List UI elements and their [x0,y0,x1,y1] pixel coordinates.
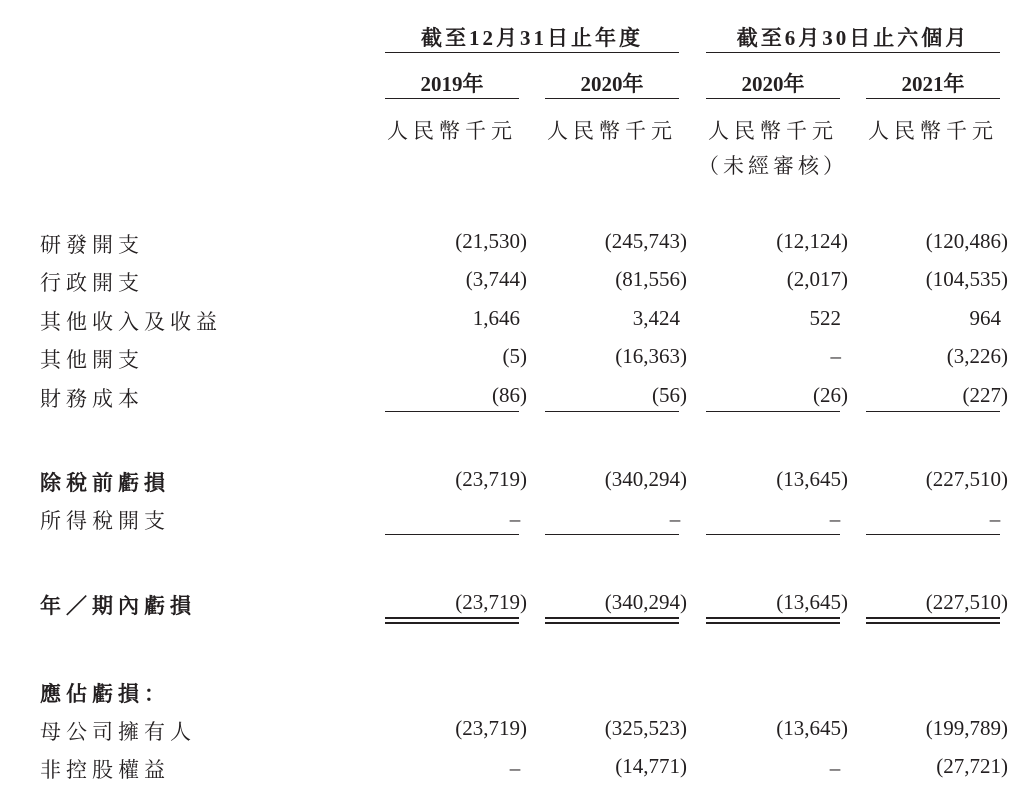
value-cell: (23,719) [455,467,527,491]
total-double-rule [385,617,519,619]
row-label: 除稅前虧損 [40,471,170,495]
value-cell: (23,719) [455,590,527,614]
year-header: 2019年 [420,72,484,96]
header-group-rule [385,52,679,53]
year-rule [706,98,840,99]
row-label: 財務成本 [40,387,144,411]
row-label: 所得稅開支 [40,509,170,533]
unit-header: 人民幣千元 [708,119,838,143]
subtotal-rule [866,411,1000,412]
row-label: 年／期內虧損 [40,594,196,618]
year-rule [866,98,1000,99]
value-cell: – [830,344,841,368]
row-label: 研發開支 [40,233,144,257]
value-cell: (3,744) [465,267,527,291]
value-cell: (13,645) [776,716,848,740]
unit-header: 人民幣千元 [387,119,517,143]
year-header: 2021年 [901,72,965,96]
subtotal-rule [545,534,679,535]
value-cell: (227,510) [925,467,1008,491]
value-cell: (27,721) [936,754,1008,778]
value-cell: (86) [492,383,527,407]
value-cell: – [669,507,681,531]
total-double-rule [706,622,840,624]
value-cell: (16,363) [615,344,687,368]
total-double-rule [385,622,519,624]
section-heading: 應佔虧損： [40,682,170,706]
value-cell: (199,789) [925,716,1008,740]
value-cell: 1,646 [472,306,520,330]
value-cell: 964 [969,306,1001,330]
subtotal-rule [706,411,840,412]
value-cell: (104,535) [925,267,1008,291]
value-cell: (2,017) [786,267,848,291]
value-cell: – [509,507,521,531]
value-cell: (245,743) [604,229,687,253]
value-cell: – [989,507,1001,531]
total-double-rule [706,617,840,619]
value-cell: – [829,507,841,531]
unit-header: 人民幣千元 [547,119,677,143]
value-cell: (12,124) [776,229,848,253]
value-cell: (340,294) [604,467,687,491]
subtotal-rule [545,411,679,412]
header-group-six-months: 截至6月30日止六個月 [736,26,970,50]
unaudited-note: （未經審核） [698,154,848,178]
total-double-rule [866,617,1000,619]
value-cell: (340,294) [604,590,687,614]
value-cell: 522 [809,306,841,330]
subtotal-rule [385,411,519,412]
total-double-rule [545,622,679,624]
subtotal-rule [385,534,519,535]
value-cell: (5) [502,344,527,368]
value-cell: (56) [652,383,687,407]
value-cell: 3,424 [632,306,680,330]
value-cell: (23,719) [455,716,527,740]
value-cell: (325,523) [604,716,687,740]
value-cell: (26) [813,383,848,407]
value-cell: – [829,756,841,780]
total-double-rule [866,622,1000,624]
row-label: 母公司擁有人 [40,720,196,744]
value-cell: (21,530) [455,229,527,253]
row-label: 其他開支 [40,348,144,372]
value-cell: (81,556) [615,267,687,291]
subtotal-rule [866,534,1000,535]
header-group-rule [706,52,1000,53]
total-double-rule [545,617,679,619]
value-cell: – [509,756,521,780]
year-rule [545,98,679,99]
row-label: 其他收入及收益 [40,310,222,334]
year-header: 2020年 [741,72,805,96]
subtotal-rule [706,534,840,535]
value-cell: (14,771) [615,754,687,778]
row-label: 非控股權益 [40,758,170,782]
value-cell: (3,226) [946,344,1008,368]
value-cell: (120,486) [925,229,1008,253]
value-cell: (227) [962,383,1008,407]
year-rule [385,98,519,99]
value-cell: (227,510) [925,590,1008,614]
header-group-year: 截至12月31日止年度 [421,26,643,50]
value-cell: (13,645) [776,467,848,491]
value-cell: (13,645) [776,590,848,614]
row-label: 行政開支 [40,271,144,295]
unit-header: 人民幣千元 [868,119,998,143]
year-header: 2020年 [580,72,644,96]
